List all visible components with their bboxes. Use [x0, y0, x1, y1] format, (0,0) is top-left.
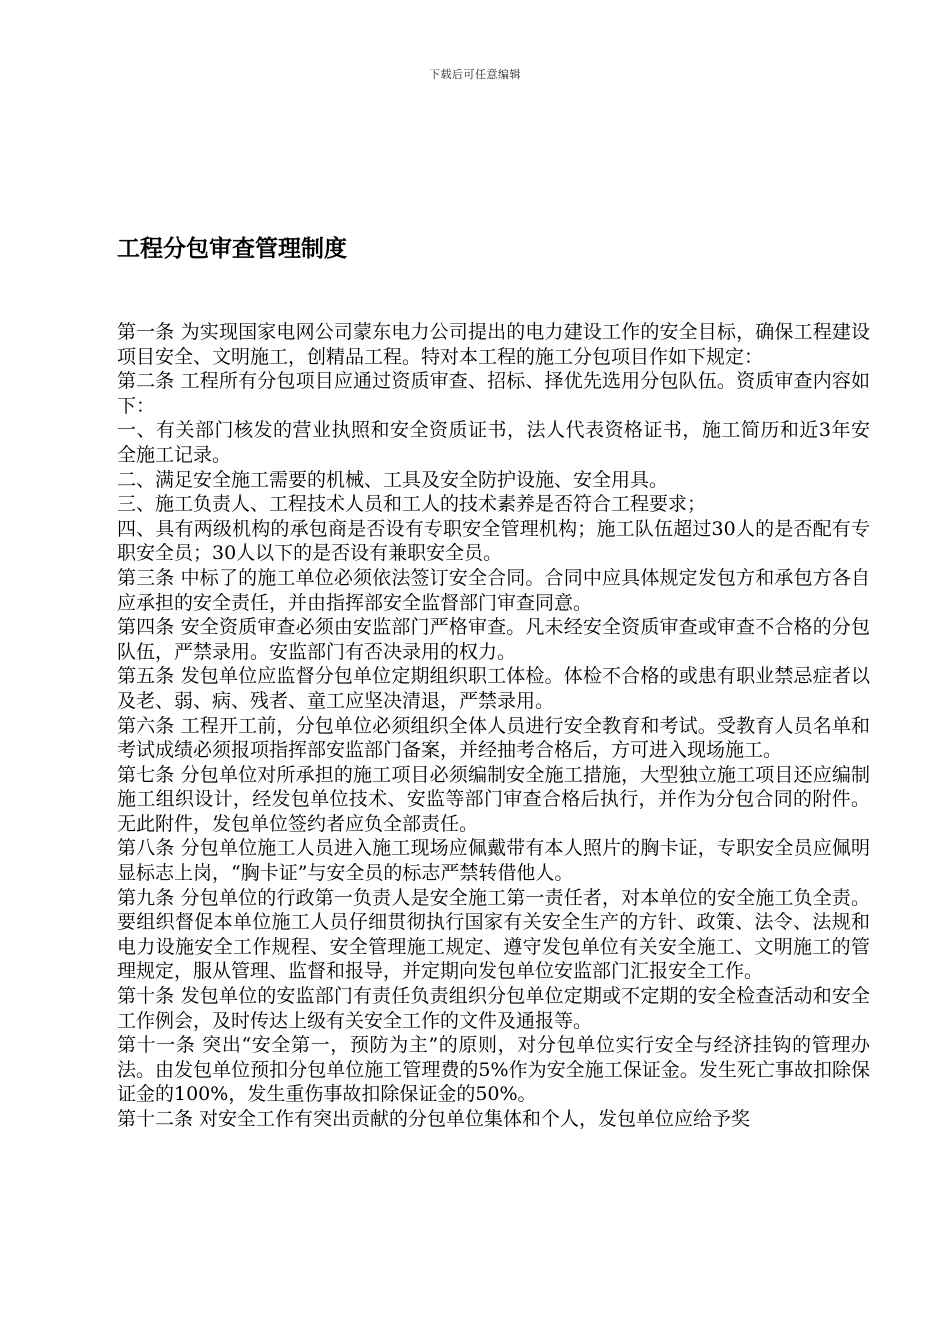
- document-title: 工程分包审查管理制度: [117, 236, 347, 262]
- paragraph-item-1: 一、有关部门核发的营业执照和安全资质证书，法人代表资格证书，施工简历和近3年安全施工记录。: [117, 419, 870, 466]
- paragraph-article-4: 第四条 安全资质审查必须由安监部门严格审查。凡未经安全资质审查或审查不合格的分包队伍，严禁录用。安监部门有否决录用的权力。: [117, 616, 870, 663]
- paragraph-item-2: 二、满足安全施工需要的机械、工具及安全防护设施、安全用具。: [117, 468, 669, 491]
- paragraph-article-10: 第十条 发包单位的安监部门有责任负责组织分包单位定期或不定期的安全检查活动和安全工作例会，及时传达上级有关安全工作的文件及通报等。: [117, 985, 870, 1032]
- paragraph-article-5: 第五条 发包单位应监督分包单位定期组织职工体检。体检不合格的或患有职业禁忌症者以及老、弱、病、残者、童工应坚决清退，严禁录用。: [117, 665, 870, 712]
- paragraph-article-7: 第七条 分包单位对所承担的施工项目必须编制安全施工措施，大型独立施工项目还应编制施工组织设计，经发包单位技术、安监等部门审查合格后执行，并作为分包合同的附件。无此附件，发包单位签约者应负全部责任。: [117, 763, 870, 835]
- paragraph-article-1: 第一条 为实现国家电网公司蒙东电力公司提出的电力建设工作的安全目标，确保工程建设项目安全、文明施工，创精品工程。特对本工程的施工分包项目作如下规定：: [117, 321, 870, 368]
- paragraph-article-12: 第十二条 对安全工作有突出贡献的分包单位集体和个人，发包单位应给予奖: [117, 1108, 751, 1130]
- paragraph-article-11: 第十一条 突出“安全第一，预防为主”的原则，对分包单位实行安全与经济挂钩的管理办法。由发包单位预扣分包单位施工管理费的5%作为安全施工保证金。发生死亡事故扣除保证金的100%，发生重伤事故扣除保证金的50%。: [117, 1034, 870, 1106]
- paragraph-article-9: 第九条 分包单位的行政第一负责人是安全施工第一责任者，对本单位的安全施工负全责。要组织督促本单位施工人员仔细贯彻执行国家有关安全生产的方针、政策、法令、法规和电力设施安全工作规程、安全管理施工规定、遵守发包单位有关安全施工、文明施工的管理规定，服从管理、监督和报导，并定期向发包单位安监部门汇报安全工作。: [117, 886, 870, 983]
- paragraph-item-3: 三、施工负责人、工程技术人员和工人的技术素养是否符合工程要求；: [117, 493, 707, 516]
- paragraph-article-8: 第八条 分包单位施工人员进入施工现场应佩戴带有本人照片的胸卡证，专职安全员应佩明显标志上岗，“胸卡证”与安全员的标志严禁转借他人。: [117, 837, 870, 885]
- header-note: 下载后可任意编辑: [429, 68, 521, 81]
- paragraph-article-6: 第六条 工程开工前，分包单位必须组织全体人员进行安全教育和考试。受教育人员名单和考试成绩必须报项指挥部安监部门备案，并经抽考合格后，方可进入现场施工。: [117, 714, 870, 762]
- paragraph-item-4: 四、具有两级机构的承包商是否设有专职安全管理机构；施工队伍超过30人的是否配有专职安全员；30人以下的是否设有兼职安全员。: [117, 517, 870, 565]
- paragraph-article-2: 第二条 工程所有分包项目应通过资质审查、招标、择优先选用分包队伍。资质审查内容如下：: [117, 370, 870, 417]
- document-body: [117, 320, 870, 1132]
- paragraph-article-3: 第三条 中标了的施工单位必须依法签订安全合同。合同中应具体规定发包方和承包方各自应承担的安全责任，并由指挥部安全监督部门审查同意。: [117, 566, 870, 614]
